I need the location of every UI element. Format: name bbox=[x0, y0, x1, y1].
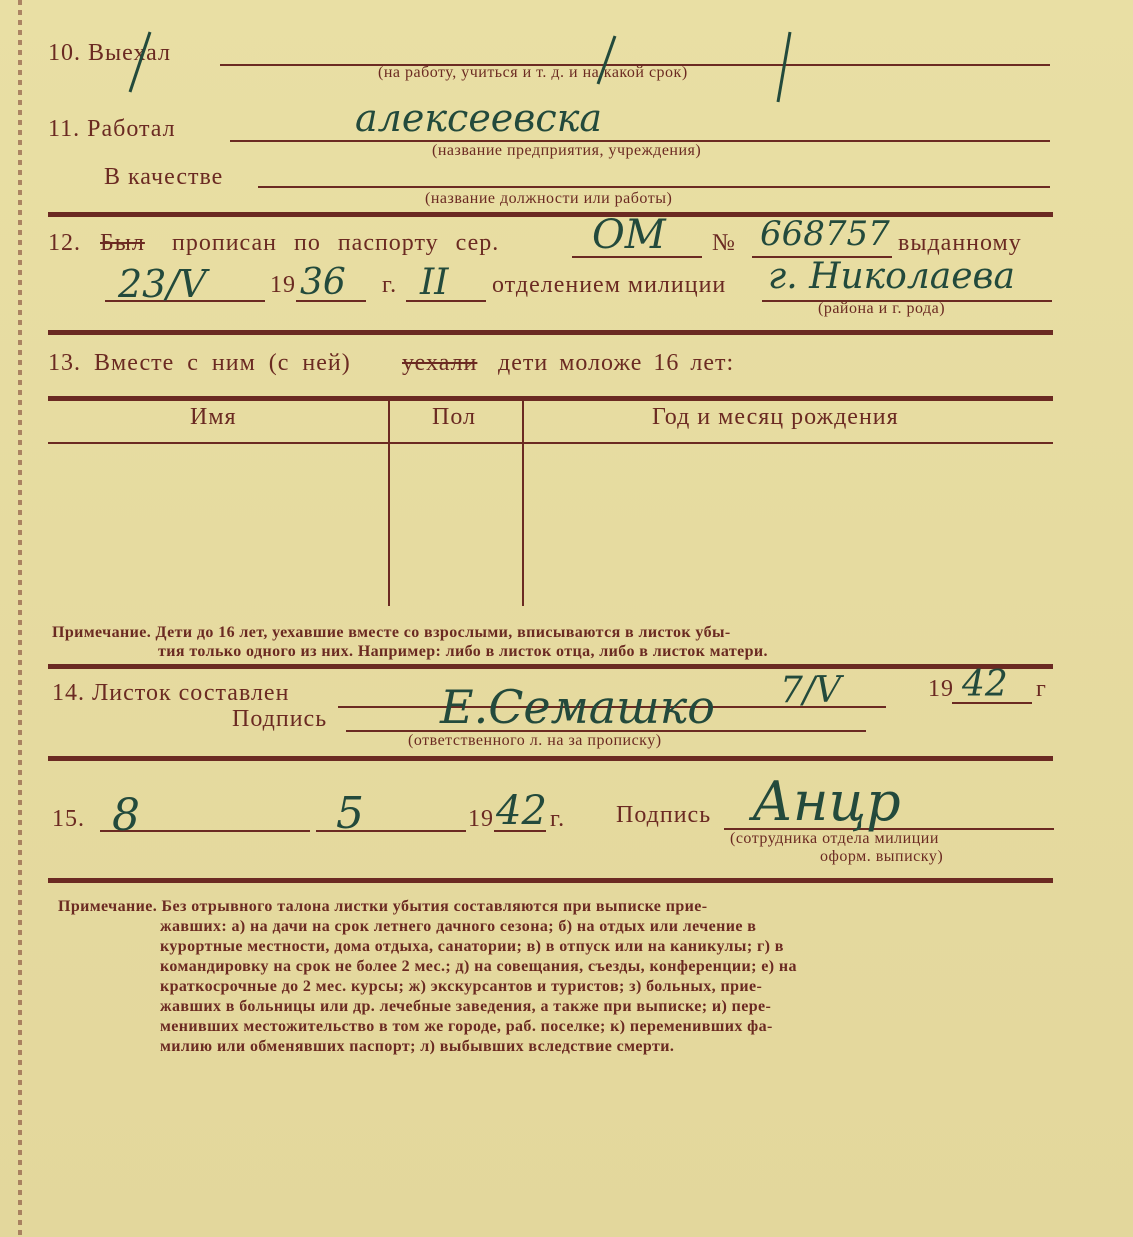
row15-year-prefix: 19 bbox=[468, 806, 494, 832]
passport-series: ОМ bbox=[592, 212, 666, 258]
row11-label: 11. Работал bbox=[48, 116, 176, 142]
issue-date: 23/V bbox=[118, 262, 207, 306]
row12-label: прописан по паспорту сер. bbox=[172, 230, 500, 256]
row13-struck-word: уехали bbox=[402, 350, 478, 376]
row14-caption: (ответственного л. на за прописку) bbox=[408, 732, 662, 749]
row14-year: 42 bbox=[962, 664, 1008, 705]
section-rule-4 bbox=[48, 756, 1053, 761]
position-line bbox=[258, 186, 1050, 188]
note1-text1: Дети до 16 лет, уехавшие вместе со взрослыми, вписываются в листок убы- bbox=[155, 624, 731, 641]
issue-year: 36 bbox=[300, 262, 346, 303]
row11-caption: (название предприятия, учреждения) bbox=[432, 142, 702, 159]
note2-line1 bbox=[58, 898, 797, 918]
note2-line6: жавших в больницы или др. лечебные заведения, а также при выписке; и) пере- bbox=[160, 998, 772, 1015]
col-sex-header: Пол bbox=[432, 404, 476, 430]
section-rule-1 bbox=[48, 212, 1053, 217]
note2-line5: краткосрочные до 2 мес. курсы; ж) экскурсантов и туристов; з) больных, прие- bbox=[160, 978, 763, 995]
row15-num: 15. bbox=[52, 806, 85, 832]
row10-caption: (на работу, учиться и т. д. и на какой срок) bbox=[378, 64, 688, 81]
note2-line2: жавших: а) на дачи на срок летнего дачного сезона; б) на отдых или лечение в bbox=[160, 918, 757, 935]
row15-caption2: оформ. выписку) bbox=[820, 848, 944, 865]
issue-year-prefix: 19 bbox=[270, 272, 296, 298]
note1-line1 bbox=[52, 624, 731, 642]
dept-number: II bbox=[420, 262, 449, 303]
col-birth-header: Год и месяц рождения bbox=[652, 404, 899, 430]
row12-caption: (района и г. рода) bbox=[818, 300, 946, 317]
row14-sign-label: Подпись bbox=[232, 706, 328, 732]
row14-label: 14. Листок составлен bbox=[52, 680, 290, 706]
row12-no-label: № bbox=[712, 230, 736, 256]
note2-text1: Без отрывного талона листки убытия составляются при выписке прие- bbox=[161, 898, 708, 915]
row10-label: 10. Выехал bbox=[48, 40, 171, 66]
row15-signature: Анцр bbox=[752, 770, 901, 833]
row14-signature: Е.Семашко bbox=[440, 680, 715, 734]
note2-line3: курортные местности, дома отдыха, санатории; в) в отпуск или на каникулы; г) в bbox=[160, 938, 784, 955]
row15-day: 8 bbox=[112, 790, 140, 841]
note2-line8: милию или обменявших паспорт; л) выбывших вследствие смерти. bbox=[160, 1038, 675, 1055]
row11-workplace-value: алексеевска bbox=[355, 96, 603, 140]
row15-sign-label: Подпись bbox=[616, 802, 712, 828]
note2-line4: командировку на срок не более 2 мес.; д) на совещания, съезды, конференции; е) на bbox=[160, 958, 797, 975]
dept-label: отделением милиции bbox=[492, 272, 727, 298]
issuing-city: г. Николаева bbox=[768, 256, 1015, 297]
table-divider-2 bbox=[522, 396, 524, 606]
row15-year: 42 bbox=[496, 788, 547, 834]
table-header-rule bbox=[48, 442, 1053, 444]
section-rule-3 bbox=[48, 664, 1053, 669]
position-caption: (название должности или работы) bbox=[425, 190, 673, 207]
note2-line7: менивших местожительство в том же городе, раб. поселке; к) переменивших фа- bbox=[160, 1018, 773, 1035]
row13-label-a: 13. Вместе с ним (с ней) bbox=[48, 350, 351, 376]
note1-title: Примечание. bbox=[52, 624, 152, 641]
section-rule-2 bbox=[48, 330, 1053, 335]
row15-year-g: г. bbox=[550, 806, 566, 832]
row12-struck-word: Был bbox=[100, 230, 145, 256]
row15-month: 5 bbox=[336, 788, 364, 839]
row13-label-b: дети моложе 16 лет: bbox=[498, 350, 735, 376]
passport-number: 668757 bbox=[760, 214, 890, 254]
note2-block bbox=[58, 898, 797, 1058]
row14-year-g: г bbox=[1036, 676, 1047, 702]
note1-line2: тия только одного из них. Например: либо в листок отца, либо в листок матери. bbox=[158, 643, 768, 660]
row14-year-prefix: 19 bbox=[928, 676, 954, 702]
position-label: В качестве bbox=[104, 164, 224, 190]
row14-date: 7/V bbox=[780, 670, 842, 711]
col-name-header: Имя bbox=[190, 404, 237, 430]
row15-caption1: (сотрудника отдела милиции bbox=[730, 830, 939, 847]
issue-year-g: г. bbox=[382, 272, 398, 298]
row12-num: 12. bbox=[48, 230, 81, 256]
table-divider-1 bbox=[388, 396, 390, 606]
note2-title: Примечание. bbox=[58, 898, 158, 915]
issued-label: выданному bbox=[898, 230, 1022, 256]
table-top-rule bbox=[48, 396, 1053, 401]
perforated-edge bbox=[18, 0, 22, 1237]
section-rule-5 bbox=[48, 878, 1053, 883]
